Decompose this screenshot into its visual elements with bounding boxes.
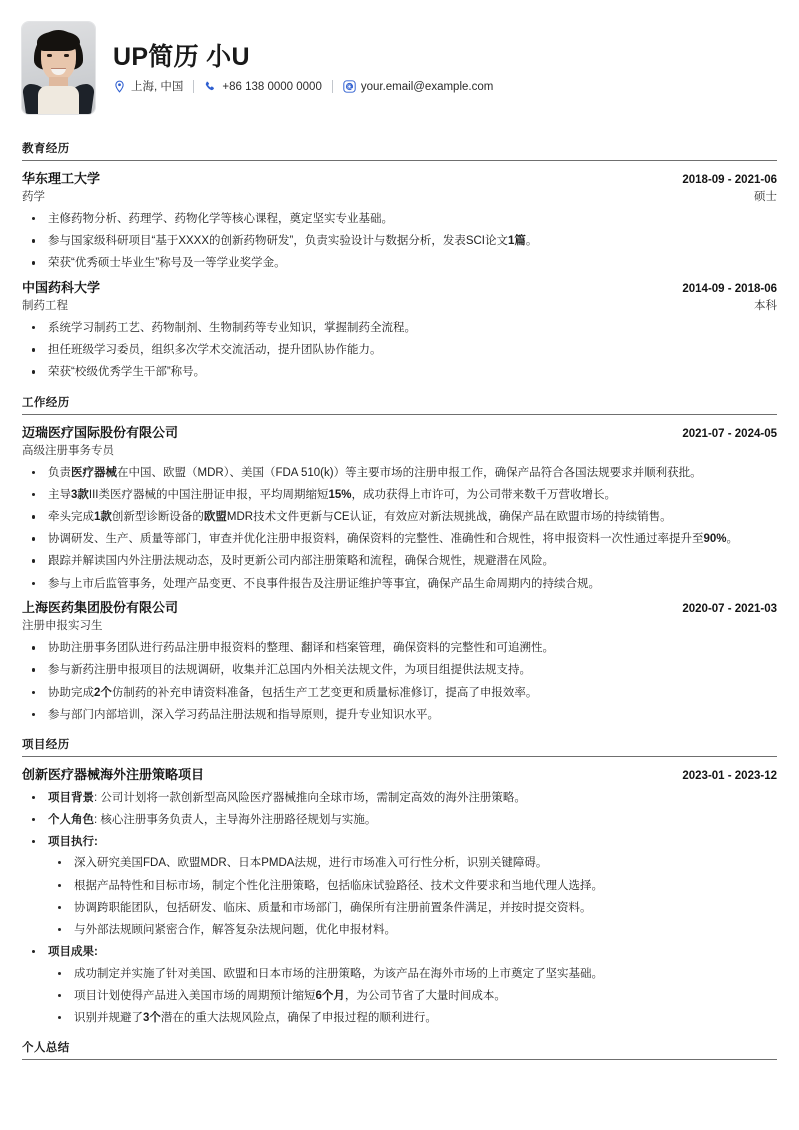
phone-icon — [204, 80, 217, 93]
entry-organization: 中国药科大学 — [22, 279, 101, 295]
bullet-sublist — [48, 854, 777, 939]
entry-header — [22, 598, 777, 618]
section-title: 个人总结 — [22, 1042, 70, 1055]
entry-subheader — [22, 298, 777, 316]
bullet-item: 牵头完成1款创新型诊断设备的欧盟MDR技术文件更新与CE认证，有效应对新法规挑战，确保产品在欧盟市场的持续销售。 — [22, 508, 777, 527]
bullet-item: 主导3款III类医疗器械的中国注册证申报，平均周期缩短15%，成功获得上市许可，为公司带来数千万营收增长。 — [22, 486, 777, 505]
entry-organization: 迈瑞医疗国际股份有限公司 — [22, 424, 179, 440]
bullet-subitem: 与外部法规顾问紧密合作，解答复杂法规问题，优化申报材料。 — [48, 921, 777, 940]
entry-subheader — [22, 618, 777, 636]
bullet-subitem: 成功制定并实施了针对美国、欧盟和日本市场的注册策略，为该产品在海外市场的上市奠定了坚实基础。 — [48, 965, 777, 984]
email-at-icon — [343, 80, 356, 93]
entry-meta: 硕士 — [754, 191, 777, 204]
bullet-group-label: 项目执行: — [48, 835, 98, 848]
resume-section — [22, 394, 777, 724]
bullet-item: 系统学习制药工艺、药物制剂、生物制药等专业知识，掌握制药全流程。 — [22, 319, 777, 338]
section-divider — [22, 756, 777, 757]
resume-section — [22, 1039, 777, 1060]
bullet-item: 荣获“优秀硕士毕业生”称号及一等学业奖学金。 — [22, 254, 777, 273]
contact-location[interactable] — [113, 80, 183, 93]
bullet-item: 协助注册事务团队进行药品注册申报资料的整理、翻译和档案管理，确保资料的完整性和可追溯性。 — [22, 639, 777, 658]
entry-meta: 本科 — [754, 300, 777, 313]
bullet-item: 担任班级学习委员，组织多次学术交流活动，提升团队协作能力。 — [22, 341, 777, 360]
entry-role: 注册申报实习生 — [22, 620, 103, 633]
section-title: 教育经历 — [22, 143, 70, 155]
bullet-item: 协助完成2个仿制药的补充申请资料准备，包括生产工艺变更和质量标准修订，提高了申报效率。 — [22, 684, 777, 703]
resume-entry — [22, 598, 777, 724]
entry-bullet-list — [22, 464, 777, 593]
bullet-subitem: 深入研究美国FDA、欧盟MDR、日本PMDA法规，进行市场准入可行性分析，识别关键障碍。 — [48, 854, 777, 873]
resume-section — [22, 736, 777, 1027]
entry-date: 2021-07 - 2024-05 — [682, 427, 777, 440]
resume-entry — [22, 169, 777, 273]
entry-role: 制药工程 — [22, 300, 68, 313]
resume-header — [22, 22, 777, 128]
bullet-group — [22, 833, 777, 940]
bullet-subitem: 项目计划使得产品进入美国市场的周期预计缩短6个月，为公司节省了大量时间成本。 — [48, 987, 777, 1006]
contact-email-text: your.email@example.com — [360, 80, 494, 93]
bullet-item: 参与国家级科研项目“基于XXXX的创新药物研发”，负责实验设计与数据分析，发表SCI论文1篇。 — [22, 232, 777, 251]
entry-bullet-list — [22, 210, 777, 273]
bullet-item: 协调研发、生产、质量等部门，审查并优化注册申报资料，确保资料的完整性、准确性和合规性，将申报资料一次性通过率提升至90%。 — [22, 530, 777, 549]
resume-entry — [22, 423, 777, 593]
bullet-sublist — [48, 965, 777, 1028]
contact-phone-text: +86 138 0000 0000 — [222, 80, 322, 93]
contact-location-text: 上海, 中国 — [131, 80, 184, 93]
entry-bullet-list — [22, 319, 777, 382]
page-title: UP简历 小U — [113, 42, 250, 71]
section-divider — [22, 1059, 777, 1060]
section-title: 项目经历 — [22, 739, 70, 752]
bullet-item: 参与部门内部培训，深入学习药品注册法规和指导原则，提升专业知识水平。 — [22, 706, 777, 725]
bullet-subitem: 协调跨职能团队，包括研发、临床、质量和市场部门，确保所有注册前置条件满足，并按时提交资料。 — [48, 899, 777, 918]
bullet-item: 个人角色: 核心注册事务负责人，主导海外注册路径规划与实施。 — [22, 811, 777, 830]
identity-block — [113, 43, 777, 94]
contact-phone[interactable] — [204, 80, 321, 93]
entry-organization: 上海医药集团股份有限公司 — [22, 600, 179, 616]
entry-header — [22, 278, 777, 298]
entry-date: 2014-09 - 2018-06 — [682, 282, 777, 295]
entry-role: 高级注册事务专员 — [22, 445, 114, 458]
section-title: 工作经历 — [22, 396, 70, 409]
bullet-item: 参与新药注册申报项目的法规调研，收集并汇总国内外相关法规文件，为项目组提供法规支持。 — [22, 661, 777, 680]
contact-email[interactable] — [343, 80, 493, 93]
entry-header — [22, 169, 777, 189]
entry-bullet-list — [22, 639, 777, 724]
entry-date: 2018-09 - 2021-06 — [682, 174, 777, 186]
section-divider — [22, 414, 777, 415]
bullet-group-label: 项目成果: — [48, 945, 98, 958]
bullet-subitem: 根据产品特性和目标市场，制定个性化注册策略，包括临床试验路径、技术文件要求和当地代理人选择。 — [48, 877, 777, 896]
entry-date: 2023-01 - 2023-12 — [682, 770, 777, 783]
entry-date: 2020-07 - 2021-03 — [682, 603, 777, 616]
bullet-group — [22, 943, 777, 1028]
entry-subheader — [22, 189, 777, 207]
contact-separator — [332, 80, 333, 93]
entry-header — [22, 765, 777, 785]
avatar — [22, 22, 95, 114]
entry-organization: 创新医疗器械海外注册策略项目 — [22, 767, 205, 783]
bullet-item: 项目背景: 公司计划将一款创新型高风险医疗器械推向全球市场，需制定高效的海外注册策略。 — [22, 789, 777, 808]
resume-section — [22, 140, 777, 382]
resume-entry — [22, 278, 777, 382]
bullet-item: 主修药物分析、药理学、药物化学等核心课程，奠定坚实专业基础。 — [22, 210, 777, 229]
bullet-item: 荣获“校级优秀学生干部”称号。 — [22, 363, 777, 382]
entry-bullet-list — [22, 789, 777, 1028]
resume-sections — [22, 140, 777, 1060]
contact-list — [113, 80, 777, 93]
entry-header — [22, 423, 777, 443]
bullet-item: 负责医疗器械在中国、欧盟（MDR）、美国（FDA 510(k)）等主要市场的注册申报工作，确保产品符合各国法规要求并顺利获批。 — [22, 464, 777, 483]
location-pin-icon — [113, 80, 126, 93]
contact-separator — [193, 80, 194, 93]
section-divider — [22, 160, 777, 161]
resume-entry — [22, 765, 777, 1027]
bullet-item: 参与上市后监管事务，处理产品变更、不良事件报告及注册证维护等事宜，确保产品生命周期内的持续合规。 — [22, 575, 777, 594]
entry-subheader — [22, 443, 777, 461]
bullet-subitem: 识别并规避了3个潜在的重大法规风险点，确保了申报过程的顺利进行。 — [48, 1009, 777, 1028]
entry-organization: 华东理工大学 — [22, 171, 101, 186]
entry-role: 药学 — [22, 191, 45, 204]
bullet-item: 跟踪并解读国内外注册法规动态，及时更新公司内部注册策略和流程，确保合规性，规避潜在风险。 — [22, 552, 777, 571]
